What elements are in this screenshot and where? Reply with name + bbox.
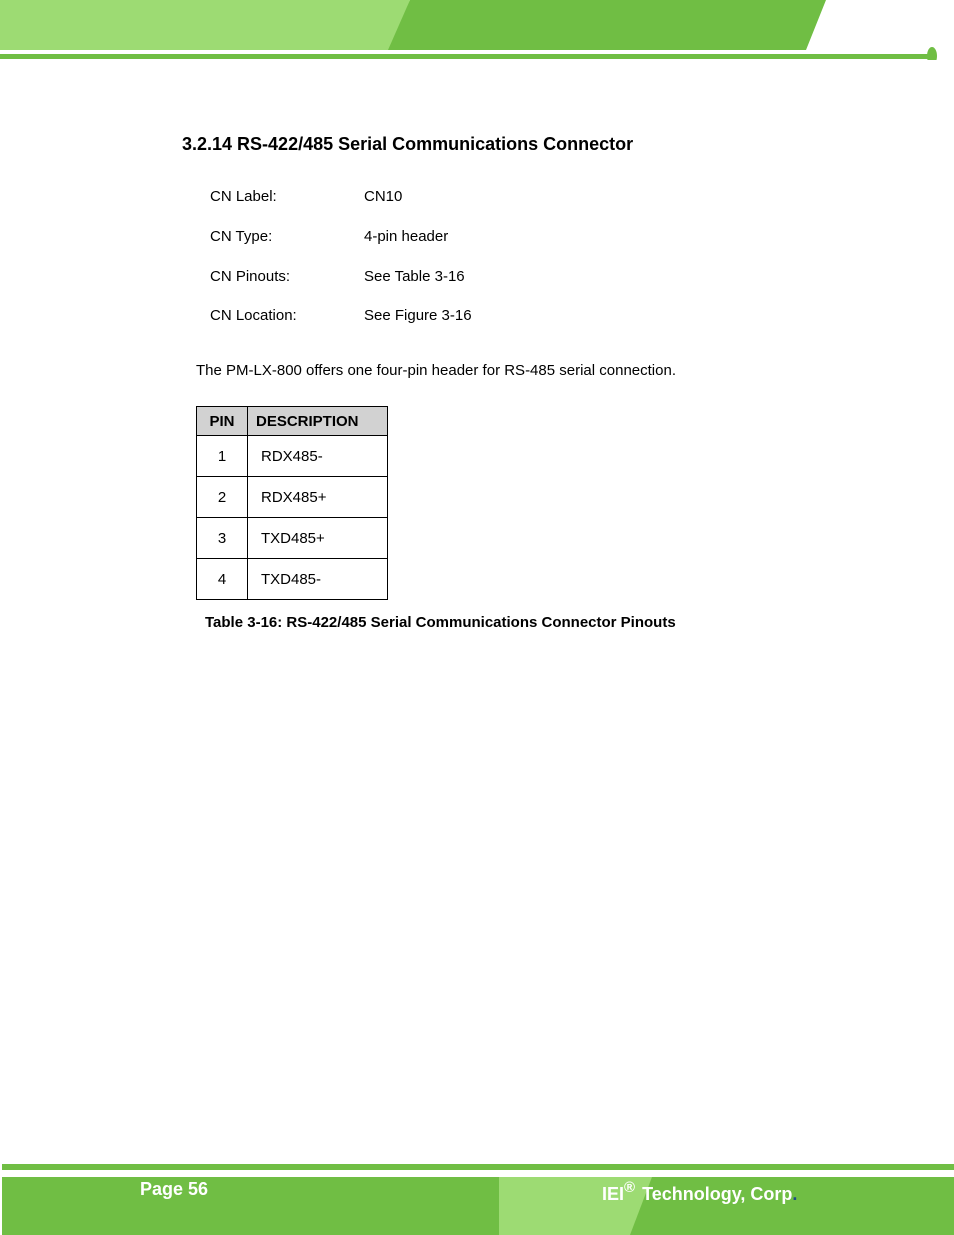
column-header-description: DESCRIPTION (248, 407, 388, 436)
spec-value-cn-type: 4-pin header (364, 228, 449, 245)
spec-value-cn-location: See Figure 3-16 (364, 307, 472, 324)
intro-paragraph: The PM-LX-800 offers one four-pin header for RS-485 serial connection. (196, 362, 676, 379)
header-rule (0, 54, 934, 59)
brand-iei: IEI (602, 1184, 625, 1204)
brand-technology-corp: Technology, Corp (637, 1184, 793, 1204)
spec-label-cn-label: CN Label: (210, 188, 277, 205)
section-heading: 3.2.14 RS-422/485 Serial Communications Connector (182, 134, 634, 154)
table-caption: Table 3-16: RS-422/485 Serial Communications Connector Pinouts (205, 614, 676, 631)
pin-description: TXD485+ (248, 518, 388, 559)
pin-number: 2 (197, 477, 248, 518)
header-green-shape (388, 0, 826, 50)
spec-value-cn-label: CN10 (364, 188, 403, 205)
table-row (197, 559, 388, 600)
table-row (197, 518, 388, 559)
pinout-table (196, 406, 388, 600)
pin-description: RDX485+ (248, 477, 388, 518)
registered-mark: ® (624, 1179, 636, 1196)
footer-rule (2, 1164, 954, 1170)
brand-period: . (792, 1184, 798, 1204)
spec-label-cn-pinouts: CN Pinouts: (210, 268, 291, 285)
pin-number: 4 (197, 559, 248, 600)
header-light-green-shape (0, 0, 410, 50)
table-row (197, 477, 388, 518)
page-number: Page 56 (140, 1179, 209, 1199)
column-header-pin: PIN (197, 407, 248, 436)
spec-value-cn-pinouts: See Table 3-16 (364, 268, 465, 285)
header-banner (0, 0, 954, 60)
table-row (197, 436, 388, 477)
pin-number: 3 (197, 518, 248, 559)
pin-description: TXD485- (248, 559, 388, 600)
spec-label-cn-location: CN Location: (210, 307, 297, 324)
pin-description: RDX485- (248, 436, 388, 477)
spec-label-cn-type: CN Type: (210, 228, 273, 245)
company-name (602, 1179, 797, 1205)
table-header-row (197, 407, 388, 436)
pin-number: 1 (197, 436, 248, 477)
header-rule-end-cap (927, 47, 937, 60)
